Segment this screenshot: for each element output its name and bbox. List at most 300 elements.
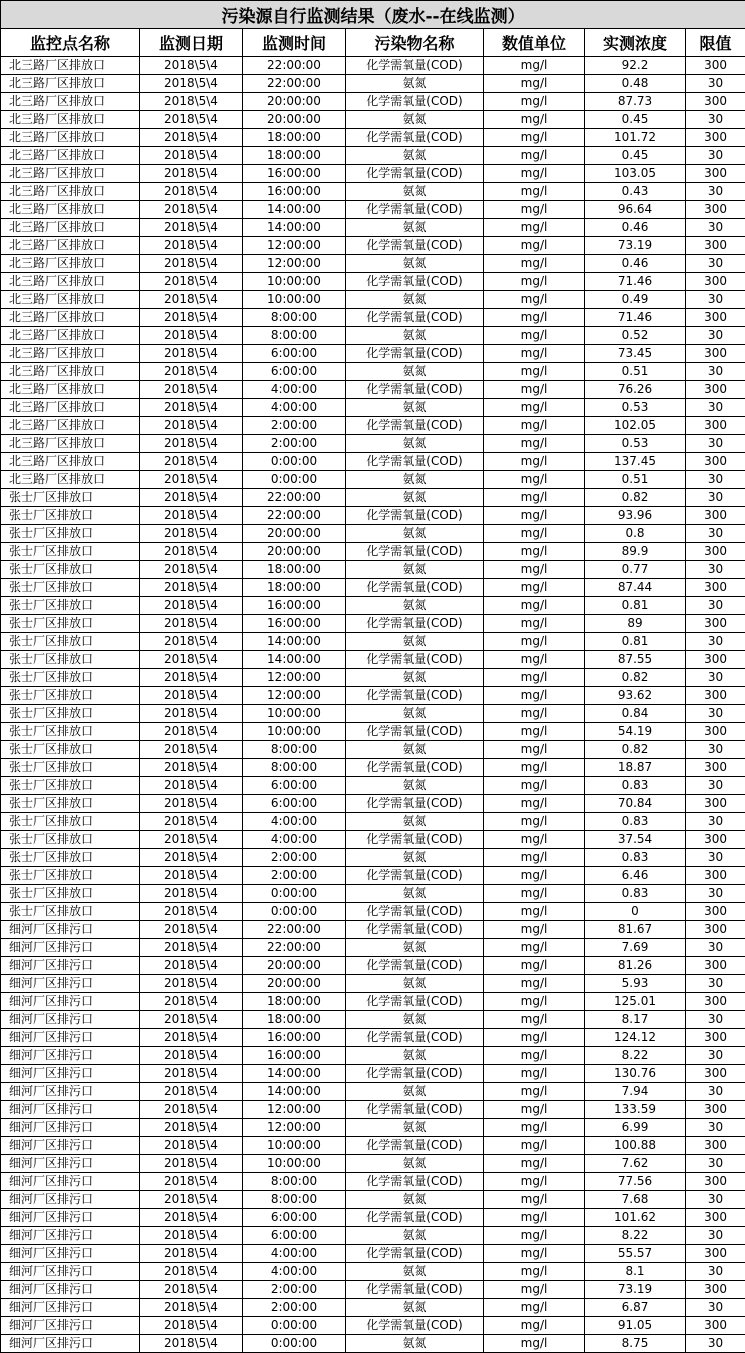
- table-row: [1, 1335, 745, 1353]
- date-cell: 2018\5\4: [140, 1083, 243, 1101]
- concentration-cell: 87.44: [585, 579, 686, 597]
- concentration-cell: 7.94: [585, 1083, 686, 1101]
- limit-cell: 300: [686, 651, 745, 669]
- limit-cell: 30: [686, 633, 745, 651]
- date-cell: 2018\5\4: [140, 93, 243, 111]
- unit-cell: mg/l: [484, 633, 585, 651]
- time-cell: 16:00:00: [243, 597, 346, 615]
- limit-cell: 300: [686, 417, 745, 435]
- limit-cell: 300: [686, 1101, 745, 1119]
- pollutant-cell: 氨氮: [346, 633, 484, 651]
- time-cell: 0:00:00: [243, 1335, 346, 1353]
- time-cell: 18:00:00: [243, 129, 346, 147]
- concentration-cell: 0.53: [585, 399, 686, 417]
- unit-cell: mg/l: [484, 759, 585, 777]
- pollutant-cell: 化学需氧量(COD): [346, 921, 484, 939]
- time-cell: 12:00:00: [243, 255, 346, 273]
- concentration-cell: 8.22: [585, 1227, 686, 1245]
- site-cell: 细河厂区排污口: [1, 993, 140, 1011]
- site-cell: 细河厂区排污口: [1, 1263, 140, 1281]
- pollutant-cell: 化学需氧量(COD): [346, 1137, 484, 1155]
- date-cell: 2018\5\4: [140, 795, 243, 813]
- site-cell: 张士厂区排放口: [1, 813, 140, 831]
- concentration-cell: 0.83: [585, 813, 686, 831]
- pollutant-cell: 化学需氧量(COD): [346, 615, 484, 633]
- site-cell: 张士厂区排放口: [1, 795, 140, 813]
- concentration-cell: 6.46: [585, 867, 686, 885]
- unit-cell: mg/l: [484, 525, 585, 543]
- unit-cell: mg/l: [484, 777, 585, 795]
- concentration-cell: 0.46: [585, 219, 686, 237]
- unit-cell: mg/l: [484, 1263, 585, 1281]
- table-row: [1, 993, 745, 1011]
- limit-cell: 30: [686, 327, 745, 345]
- concentration-cell: 91.05: [585, 1317, 686, 1335]
- unit-cell: mg/l: [484, 1299, 585, 1317]
- limit-cell: 300: [686, 579, 745, 597]
- date-cell: 2018\5\4: [140, 381, 243, 399]
- concentration-cell: 71.46: [585, 273, 686, 291]
- date-cell: 2018\5\4: [140, 273, 243, 291]
- concentration-cell: 0.81: [585, 597, 686, 615]
- site-cell: 细河厂区排污口: [1, 1209, 140, 1227]
- date-cell: 2018\5\4: [140, 1029, 243, 1047]
- site-cell: 北三路厂区排放口: [1, 183, 140, 201]
- table-row: [1, 633, 745, 651]
- column-header-limit: 限值: [686, 29, 745, 57]
- pollutant-cell: 氨氮: [346, 183, 484, 201]
- pollutant-cell: 化学需氧量(COD): [346, 273, 484, 291]
- time-cell: 18:00:00: [243, 579, 346, 597]
- site-cell: 张士厂区排放口: [1, 777, 140, 795]
- time-cell: 22:00:00: [243, 57, 346, 75]
- time-cell: 14:00:00: [243, 651, 346, 669]
- concentration-cell: 89: [585, 615, 686, 633]
- site-cell: 张士厂区排放口: [1, 507, 140, 525]
- date-cell: 2018\5\4: [140, 1209, 243, 1227]
- site-cell: 细河厂区排污口: [1, 1119, 140, 1137]
- time-cell: 12:00:00: [243, 1101, 346, 1119]
- date-cell: 2018\5\4: [140, 165, 243, 183]
- table-row: [1, 867, 745, 885]
- limit-cell: 30: [686, 435, 745, 453]
- pollutant-cell: 化学需氧量(COD): [346, 543, 484, 561]
- date-cell: 2018\5\4: [140, 651, 243, 669]
- limit-cell: 300: [686, 93, 745, 111]
- pollutant-cell: 氨氮: [346, 255, 484, 273]
- limit-cell: 300: [686, 1245, 745, 1263]
- column-header-time: 监测时间: [243, 29, 346, 57]
- unit-cell: mg/l: [484, 741, 585, 759]
- concentration-cell: 0: [585, 903, 686, 921]
- limit-cell: 30: [686, 1011, 745, 1029]
- table-row: [1, 1227, 745, 1245]
- table-row: [1, 813, 745, 831]
- site-cell: 张士厂区排放口: [1, 543, 140, 561]
- time-cell: 14:00:00: [243, 1083, 346, 1101]
- site-cell: 张士厂区排放口: [1, 615, 140, 633]
- date-cell: 2018\5\4: [140, 669, 243, 687]
- unit-cell: mg/l: [484, 273, 585, 291]
- time-cell: 16:00:00: [243, 1047, 346, 1065]
- pollutant-cell: 氨氮: [346, 849, 484, 867]
- site-cell: 北三路厂区排放口: [1, 363, 140, 381]
- unit-cell: mg/l: [484, 291, 585, 309]
- concentration-cell: 54.19: [585, 723, 686, 741]
- time-cell: 10:00:00: [243, 1137, 346, 1155]
- table-row: [1, 615, 745, 633]
- unit-cell: mg/l: [484, 1047, 585, 1065]
- concentration-cell: 70.84: [585, 795, 686, 813]
- limit-cell: 300: [686, 129, 745, 147]
- site-cell: 张士厂区排放口: [1, 561, 140, 579]
- unit-cell: mg/l: [484, 651, 585, 669]
- unit-cell: mg/l: [484, 453, 585, 471]
- unit-cell: mg/l: [484, 1245, 585, 1263]
- pollutant-cell: 氨氮: [346, 471, 484, 489]
- unit-cell: mg/l: [484, 1173, 585, 1191]
- date-cell: 2018\5\4: [140, 291, 243, 309]
- unit-cell: mg/l: [484, 831, 585, 849]
- date-cell: 2018\5\4: [140, 597, 243, 615]
- date-cell: 2018\5\4: [140, 525, 243, 543]
- concentration-cell: 103.05: [585, 165, 686, 183]
- table-row: [1, 507, 745, 525]
- concentration-cell: 81.67: [585, 921, 686, 939]
- unit-cell: mg/l: [484, 507, 585, 525]
- time-cell: 6:00:00: [243, 795, 346, 813]
- time-cell: 12:00:00: [243, 1119, 346, 1137]
- table-row: [1, 219, 745, 237]
- limit-cell: 300: [686, 687, 745, 705]
- table-row: [1, 957, 745, 975]
- site-cell: 细河厂区排污口: [1, 1011, 140, 1029]
- pollutant-cell: 氨氮: [346, 1191, 484, 1209]
- date-cell: 2018\5\4: [140, 1155, 243, 1173]
- concentration-cell: 5.93: [585, 975, 686, 993]
- site-cell: 细河厂区排污口: [1, 1065, 140, 1083]
- concentration-cell: 0.83: [585, 849, 686, 867]
- time-cell: 16:00:00: [243, 165, 346, 183]
- site-cell: 北三路厂区排放口: [1, 327, 140, 345]
- site-cell: 细河厂区排污口: [1, 1299, 140, 1317]
- unit-cell: mg/l: [484, 1011, 585, 1029]
- pollutant-cell: 氨氮: [346, 1299, 484, 1317]
- table-row: [1, 597, 745, 615]
- unit-cell: mg/l: [484, 93, 585, 111]
- pollutant-cell: 氨氮: [346, 1155, 484, 1173]
- pollutant-cell: 氨氮: [346, 597, 484, 615]
- pollutant-cell: 化学需氧量(COD): [346, 759, 484, 777]
- time-cell: 4:00:00: [243, 831, 346, 849]
- limit-cell: 30: [686, 471, 745, 489]
- date-cell: 2018\5\4: [140, 1263, 243, 1281]
- date-cell: 2018\5\4: [140, 1101, 243, 1119]
- limit-cell: 30: [686, 669, 745, 687]
- limit-cell: 30: [686, 363, 745, 381]
- time-cell: 2:00:00: [243, 435, 346, 453]
- time-cell: 12:00:00: [243, 669, 346, 687]
- table-row: [1, 1281, 745, 1299]
- time-cell: 22:00:00: [243, 489, 346, 507]
- column-header-concentration: 实测浓度: [585, 29, 686, 57]
- pollutant-cell: 氨氮: [346, 1083, 484, 1101]
- site-cell: 张士厂区排放口: [1, 741, 140, 759]
- time-cell: 6:00:00: [243, 363, 346, 381]
- time-cell: 8:00:00: [243, 1191, 346, 1209]
- site-cell: 张士厂区排放口: [1, 489, 140, 507]
- date-cell: 2018\5\4: [140, 129, 243, 147]
- time-cell: 22:00:00: [243, 75, 346, 93]
- pollutant-cell: 化学需氧量(COD): [346, 579, 484, 597]
- unit-cell: mg/l: [484, 255, 585, 273]
- table-row: [1, 1101, 745, 1119]
- unit-cell: mg/l: [484, 1065, 585, 1083]
- limit-cell: 30: [686, 1119, 745, 1137]
- time-cell: 10:00:00: [243, 723, 346, 741]
- table-row: [1, 75, 745, 93]
- table-row: [1, 471, 745, 489]
- site-cell: 北三路厂区排放口: [1, 435, 140, 453]
- time-cell: 12:00:00: [243, 237, 346, 255]
- table-row: [1, 723, 745, 741]
- unit-cell: mg/l: [484, 1029, 585, 1047]
- pollutant-cell: 化学需氧量(COD): [346, 831, 484, 849]
- limit-cell: 30: [686, 1047, 745, 1065]
- table-row: [1, 1083, 745, 1101]
- limit-cell: 30: [686, 1335, 745, 1353]
- date-cell: 2018\5\4: [140, 939, 243, 957]
- site-cell: 北三路厂区排放口: [1, 75, 140, 93]
- site-cell: 张士厂区排放口: [1, 903, 140, 921]
- time-cell: 14:00:00: [243, 1065, 346, 1083]
- time-cell: 4:00:00: [243, 1263, 346, 1281]
- site-cell: 细河厂区排污口: [1, 1101, 140, 1119]
- table-row: [1, 147, 745, 165]
- site-cell: 张士厂区排放口: [1, 723, 140, 741]
- limit-cell: 30: [686, 561, 745, 579]
- time-cell: 4:00:00: [243, 381, 346, 399]
- concentration-cell: 96.64: [585, 201, 686, 219]
- time-cell: 20:00:00: [243, 957, 346, 975]
- date-cell: 2018\5\4: [140, 1299, 243, 1317]
- unit-cell: mg/l: [484, 903, 585, 921]
- pollutant-cell: 化学需氧量(COD): [346, 57, 484, 75]
- table-row: [1, 939, 745, 957]
- column-header-site: 监控点名称: [1, 29, 140, 57]
- date-cell: 2018\5\4: [140, 615, 243, 633]
- time-cell: 2:00:00: [243, 1299, 346, 1317]
- pollutant-cell: 氨氮: [346, 777, 484, 795]
- pollutant-cell: 氨氮: [346, 75, 484, 93]
- pollutant-cell: 化学需氧量(COD): [346, 1173, 484, 1191]
- site-cell: 北三路厂区排放口: [1, 417, 140, 435]
- date-cell: 2018\5\4: [140, 723, 243, 741]
- time-cell: 0:00:00: [243, 1317, 346, 1335]
- table-row: [1, 561, 745, 579]
- site-cell: 细河厂区排污口: [1, 1029, 140, 1047]
- site-cell: 张士厂区排放口: [1, 885, 140, 903]
- limit-cell: 30: [686, 291, 745, 309]
- table-row: [1, 705, 745, 723]
- concentration-cell: 0.8: [585, 525, 686, 543]
- time-cell: 12:00:00: [243, 687, 346, 705]
- unit-cell: mg/l: [484, 471, 585, 489]
- date-cell: 2018\5\4: [140, 309, 243, 327]
- limit-cell: 300: [686, 993, 745, 1011]
- site-cell: 细河厂区排污口: [1, 1245, 140, 1263]
- limit-cell: 300: [686, 831, 745, 849]
- limit-cell: 300: [686, 1137, 745, 1155]
- concentration-cell: 8.1: [585, 1263, 686, 1281]
- site-cell: 北三路厂区排放口: [1, 111, 140, 129]
- concentration-cell: 0.52: [585, 327, 686, 345]
- time-cell: 6:00:00: [243, 1209, 346, 1227]
- date-cell: 2018\5\4: [140, 1011, 243, 1029]
- table-row: [1, 1011, 745, 1029]
- site-cell: 北三路厂区排放口: [1, 93, 140, 111]
- limit-cell: 30: [686, 849, 745, 867]
- limit-cell: 300: [686, 1029, 745, 1047]
- column-header-date: 监测日期: [140, 29, 243, 57]
- table-row: [1, 687, 745, 705]
- time-cell: 0:00:00: [243, 903, 346, 921]
- table-row: [1, 777, 745, 795]
- time-cell: 18:00:00: [243, 1011, 346, 1029]
- pollutant-cell: 化学需氧量(COD): [346, 1065, 484, 1083]
- table-row: [1, 1317, 745, 1335]
- table-row: [1, 831, 745, 849]
- limit-cell: 300: [686, 957, 745, 975]
- table-row: [1, 1137, 745, 1155]
- concentration-cell: 73.19: [585, 1281, 686, 1299]
- table-row: [1, 795, 745, 813]
- table-row: [1, 885, 745, 903]
- concentration-cell: 137.45: [585, 453, 686, 471]
- date-cell: 2018\5\4: [140, 327, 243, 345]
- pollutant-cell: 氨氮: [346, 741, 484, 759]
- limit-cell: 30: [686, 1191, 745, 1209]
- date-cell: 2018\5\4: [140, 867, 243, 885]
- limit-cell: 300: [686, 723, 745, 741]
- pollutant-cell: 化学需氧量(COD): [346, 93, 484, 111]
- unit-cell: mg/l: [484, 669, 585, 687]
- table-row: [1, 273, 745, 291]
- time-cell: 8:00:00: [243, 759, 346, 777]
- time-cell: 22:00:00: [243, 507, 346, 525]
- pollutant-cell: 化学需氧量(COD): [346, 417, 484, 435]
- time-cell: 10:00:00: [243, 705, 346, 723]
- unit-cell: mg/l: [484, 219, 585, 237]
- date-cell: 2018\5\4: [140, 57, 243, 75]
- limit-cell: 300: [686, 1209, 745, 1227]
- site-cell: 北三路厂区排放口: [1, 345, 140, 363]
- concentration-cell: 130.76: [585, 1065, 686, 1083]
- table-row: [1, 903, 745, 921]
- time-cell: 16:00:00: [243, 615, 346, 633]
- concentration-cell: 73.19: [585, 237, 686, 255]
- unit-cell: mg/l: [484, 1281, 585, 1299]
- concentration-cell: 124.12: [585, 1029, 686, 1047]
- concentration-cell: 37.54: [585, 831, 686, 849]
- concentration-cell: 87.73: [585, 93, 686, 111]
- pollutant-cell: 氨氮: [346, 291, 484, 309]
- limit-cell: 300: [686, 903, 745, 921]
- date-cell: 2018\5\4: [140, 957, 243, 975]
- date-cell: 2018\5\4: [140, 237, 243, 255]
- table-row: [1, 57, 745, 75]
- time-cell: 16:00:00: [243, 1029, 346, 1047]
- concentration-cell: 101.72: [585, 129, 686, 147]
- unit-cell: mg/l: [484, 687, 585, 705]
- limit-cell: 30: [686, 147, 745, 165]
- table-row: [1, 93, 745, 111]
- unit-cell: mg/l: [484, 705, 585, 723]
- concentration-cell: 0.46: [585, 255, 686, 273]
- date-cell: 2018\5\4: [140, 1173, 243, 1191]
- pollutant-cell: 氨氮: [346, 219, 484, 237]
- time-cell: 0:00:00: [243, 471, 346, 489]
- site-cell: 细河厂区排污口: [1, 957, 140, 975]
- site-cell: 北三路厂区排放口: [1, 471, 140, 489]
- pollutant-cell: 化学需氧量(COD): [346, 237, 484, 255]
- concentration-cell: 76.26: [585, 381, 686, 399]
- date-cell: 2018\5\4: [140, 921, 243, 939]
- limit-cell: 30: [686, 183, 745, 201]
- concentration-cell: 0.82: [585, 669, 686, 687]
- date-cell: 2018\5\4: [140, 633, 243, 651]
- concentration-cell: 0.45: [585, 147, 686, 165]
- site-cell: 北三路厂区排放口: [1, 165, 140, 183]
- limit-cell: 30: [686, 1299, 745, 1317]
- site-cell: 张士厂区排放口: [1, 597, 140, 615]
- table-row: [1, 1047, 745, 1065]
- concentration-cell: 8.17: [585, 1011, 686, 1029]
- limit-cell: 30: [686, 975, 745, 993]
- site-cell: 细河厂区排污口: [1, 921, 140, 939]
- time-cell: 20:00:00: [243, 543, 346, 561]
- header-row: [1, 29, 745, 57]
- pollutant-cell: 氨氮: [346, 669, 484, 687]
- title-row: [1, 1, 745, 29]
- limit-cell: 30: [686, 813, 745, 831]
- unit-cell: mg/l: [484, 327, 585, 345]
- concentration-cell: 0.51: [585, 471, 686, 489]
- limit-cell: 300: [686, 921, 745, 939]
- pollutant-cell: 化学需氧量(COD): [346, 651, 484, 669]
- time-cell: 6:00:00: [243, 777, 346, 795]
- concentration-cell: 71.46: [585, 309, 686, 327]
- date-cell: 2018\5\4: [140, 561, 243, 579]
- time-cell: 16:00:00: [243, 183, 346, 201]
- date-cell: 2018\5\4: [140, 813, 243, 831]
- site-cell: 张士厂区排放口: [1, 705, 140, 723]
- pollutant-cell: 氨氮: [346, 1119, 484, 1137]
- table-row: [1, 363, 745, 381]
- pollutant-cell: 化学需氧量(COD): [346, 1317, 484, 1335]
- date-cell: 2018\5\4: [140, 75, 243, 93]
- limit-cell: 30: [686, 525, 745, 543]
- table-row: [1, 741, 745, 759]
- site-cell: 北三路厂区排放口: [1, 147, 140, 165]
- pollutant-cell: 化学需氧量(COD): [346, 687, 484, 705]
- time-cell: 4:00:00: [243, 1245, 346, 1263]
- unit-cell: mg/l: [484, 1335, 585, 1353]
- unit-cell: mg/l: [484, 1083, 585, 1101]
- date-cell: 2018\5\4: [140, 741, 243, 759]
- limit-cell: 30: [686, 111, 745, 129]
- pollutant-cell: 化学需氧量(COD): [346, 1029, 484, 1047]
